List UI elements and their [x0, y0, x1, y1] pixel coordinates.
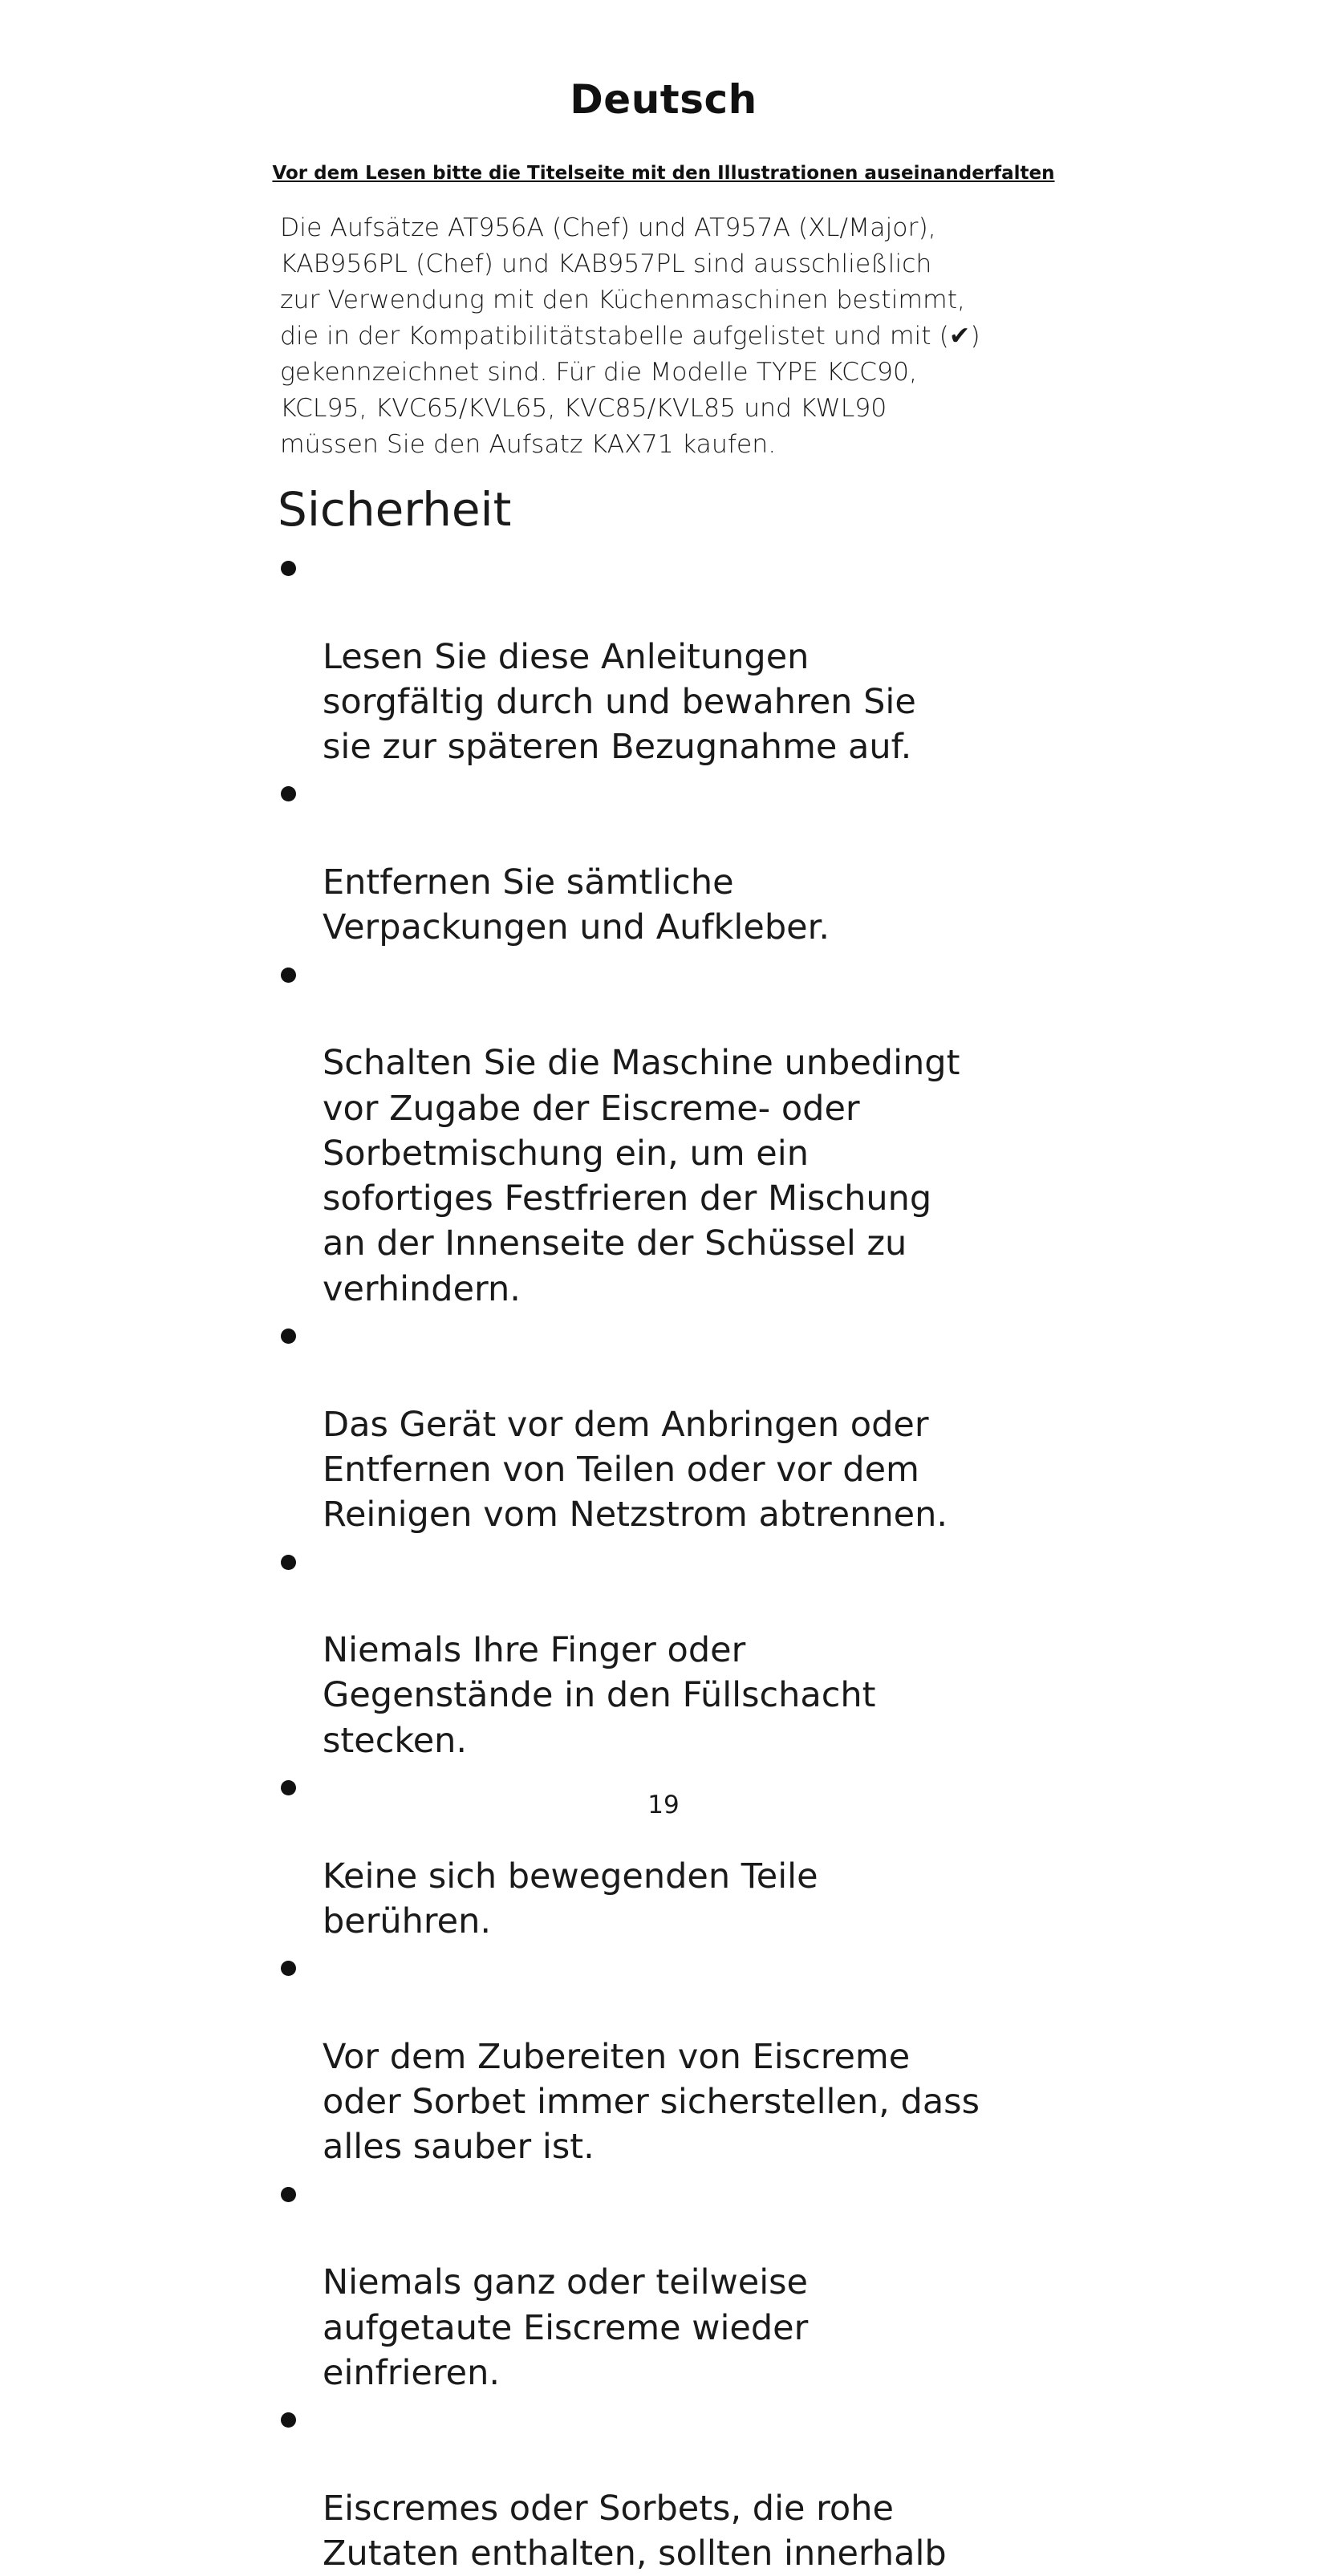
- bullet-icon: [281, 561, 296, 576]
- safety-item-text: Eiscremes oder Sorbets, die rohe Zutaten enthalten, sollten innerhalb: [323, 2488, 947, 2574]
- safety-item-text: Keine sich bewegenden Teile berühren.: [323, 1856, 818, 1941]
- safety-item-text: Das Gerät vor dem Anbringen oder Entfernen von Teilen oder vor dem Reinigen vom Netzstrom abtrennen.: [323, 1404, 948, 1535]
- safety-list: [278, 544, 1080, 2576]
- safety-item-text: Lesen Sie diese Anleitungen sorgfältig durch und bewahren Sie sie zur späteren Bezugnahme auf.: [323, 636, 916, 768]
- safety-item-text: Vor dem Zubereiten von Eiscreme oder Sorbet immer sicherstellen, dass alles sauber ist.: [323, 2036, 980, 2168]
- bullet-icon: [281, 968, 296, 983]
- safety-item: [278, 769, 1080, 950]
- section-heading-safety: Sicherheit: [278, 482, 512, 537]
- safety-item: [278, 2170, 1080, 2395]
- bullet-icon: [281, 786, 296, 801]
- page-number: 19: [647, 1791, 680, 1819]
- unfold-note: Vor dem Lesen bitte die Titelseite mit den Illustrationen auseinanderfalten: [272, 163, 1055, 184]
- safety-item: [278, 1312, 1080, 1537]
- safety-item: [278, 951, 1080, 1312]
- intro-paragraph: Die Aufsätze AT956A (Chef) und AT957A (XL/Major), KAB956PL (Chef) und KAB957PL sind ausschließlich zur Verwendung mit den Küchenmaschinen bestimmt, die in der Kompatibilitätstabelle aufgelistet und mit (✔) gekennzeichnet sind. Für die Modelle TYPE KCC90, KCL95, KVC65/KVL65, KVC85/KVL85 und KWL90 müssen Sie den Aufsatz KAX71 kaufen.: [280, 213, 980, 459]
- safety-item-text: Niemals ganz oder teilweise aufgetaute Eiscreme wieder einfrieren.: [323, 2262, 809, 2393]
- safety-item: [278, 2395, 1080, 2576]
- language-title: Deutsch: [570, 76, 757, 123]
- bullet-icon: [281, 1329, 296, 1344]
- safety-item: [278, 1538, 1080, 1763]
- safety-item-text: Niemals Ihre Finger oder Gegenstände in den Füllschacht stecken.: [323, 1630, 876, 1761]
- bullet-icon: [281, 1555, 296, 1570]
- safety-item-text: Schalten Sie die Maschine unbedingt vor Zugabe der Eiscreme- oder Sorbetmischung ein, um ein sofortiges Festfrieren der Mischung an der Innenseite der Schüssel zu verhindern.: [323, 1043, 960, 1309]
- bullet-icon: [281, 2187, 296, 2202]
- safety-item: [278, 1944, 1080, 2169]
- bullet-icon: [281, 1961, 296, 1976]
- safety-item: [278, 544, 1080, 769]
- bullet-icon: [281, 2412, 296, 2428]
- safety-item-text: Entfernen Sie sämtliche Verpackungen und Aufkleber.: [323, 862, 830, 948]
